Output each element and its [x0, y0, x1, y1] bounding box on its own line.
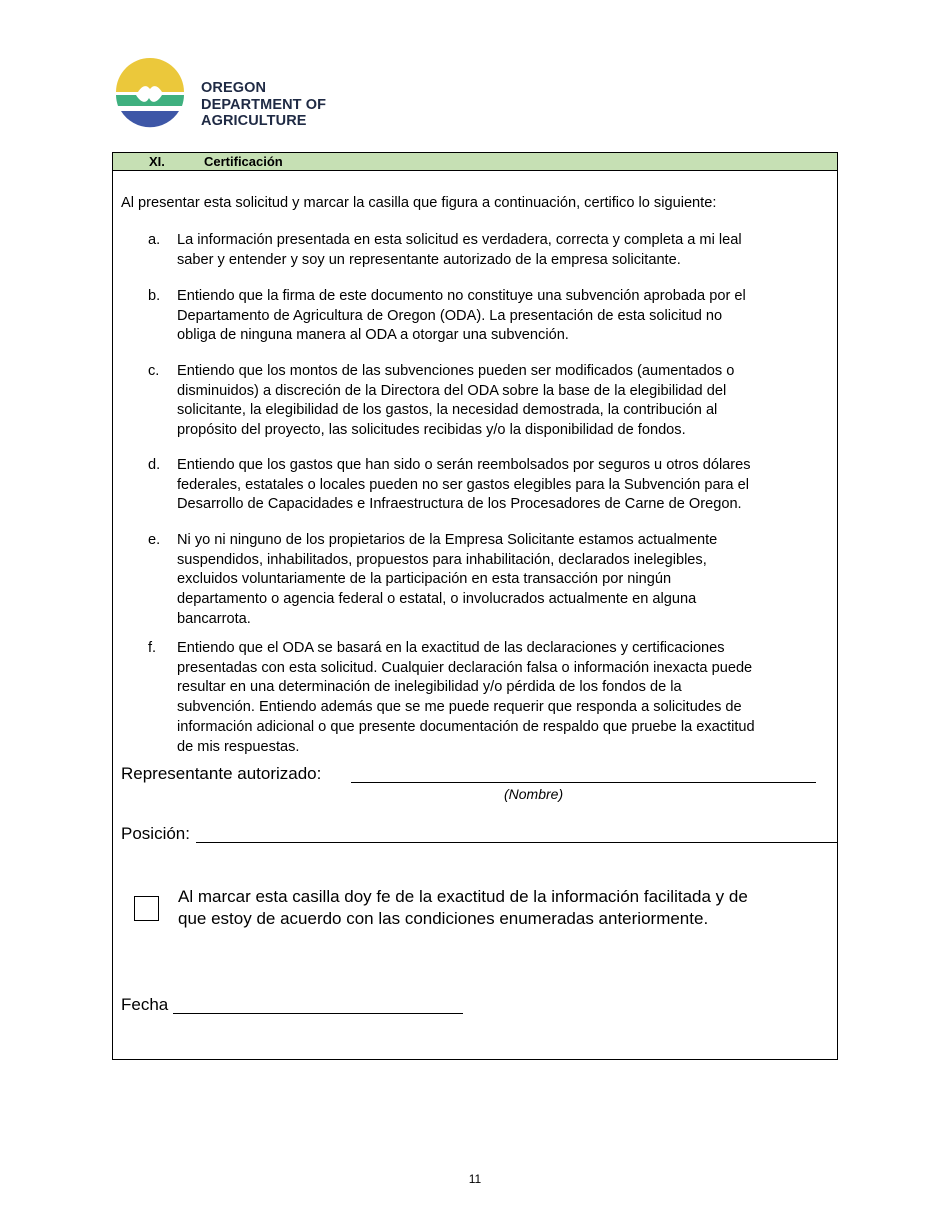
oda-logo	[114, 58, 354, 130]
logo-line-3: AGRICULTURE	[201, 113, 307, 129]
item-line: Entiendo que el ODA se basará en la exactitud de las declaraciones y certificaciones	[177, 640, 725, 656]
item-letter: f.	[148, 640, 157, 656]
item-line: bancarrota.	[177, 610, 251, 627]
item-text	[177, 639, 832, 757]
intro-text: Al presentar esta solicitud y marcar la casilla que figura a continuación, certifico lo siguiente:	[121, 195, 717, 211]
item-line: federales, estatales o locales pueden no ser gastos elegibles para la Subvención para el	[177, 476, 749, 493]
item-text	[177, 231, 832, 270]
item-line: Entiendo que los gastos que han sido o serán reembolsados por seguros u otros dólares	[177, 457, 751, 473]
item-letter: d.	[148, 457, 161, 473]
item-line: disminuidos) a discreción de la Directora del ODA sobre la base de la elegibilidad del	[177, 382, 727, 399]
oda-logo-text	[201, 80, 326, 130]
item-line: Entiendo que los montos de las subvenciones pueden ser modificados (aumentados o	[177, 363, 735, 379]
oda-logo-mark-icon	[114, 58, 186, 130]
item-text	[177, 531, 832, 630]
item-letter: e.	[148, 532, 161, 548]
item-line: de mis respuestas.	[177, 738, 300, 755]
item-text	[177, 456, 832, 515]
certification-line: Al marcar esta casilla doy fe de la exactitud de la información facilitada y de	[178, 887, 748, 906]
item-line: departamento o agencia federal o estatal, o involucrados actualmente en alguna	[177, 591, 697, 608]
representative-label: Representante autorizado:	[121, 764, 322, 783]
item-line: solicitante, la elegibilidad de los gastos, la necesidad demostrada, la contribución al	[177, 402, 718, 419]
item-line: La información presentada en esta solicitud es verdadera, correcta y completa a mi leal	[177, 232, 742, 248]
item-line: Ni yo ni ninguno de los propietarios de la Empresa Solicitante estamos actualmente	[177, 532, 718, 548]
item-line: Departamento de Agricultura de Oregon (ODA). La presentación de esta solicitud no	[177, 307, 723, 324]
item-line: obliga de ninguna manera al ODA a otorgar una subvención.	[177, 327, 569, 344]
item-letter: a.	[148, 232, 161, 248]
section-title: Certificación	[204, 154, 283, 169]
date-field[interactable]	[173, 1013, 463, 1014]
representative-name-field[interactable]	[351, 782, 816, 783]
certification-text	[178, 886, 828, 930]
item-line: saber y entender y soy un representante autorizado de la empresa solicitante.	[177, 251, 681, 268]
item-text	[177, 287, 832, 346]
section-header	[113, 153, 837, 171]
certification-checkbox[interactable]	[134, 896, 159, 921]
logo-line-1: OREGON	[201, 80, 267, 96]
date-label: Fecha	[121, 995, 169, 1014]
item-line: información adicional o que presente documentación de respaldo que pruebe la exactitud	[177, 718, 755, 735]
item-line: Entiendo que la firma de este documento no constituye una subvención aprobada por el	[177, 288, 746, 304]
position-field[interactable]	[196, 842, 838, 843]
certification-line: que estoy de acuerdo con las condiciones enumeradas anteriormente.	[178, 909, 709, 928]
name-caption: (Nombre)	[504, 786, 564, 802]
item-line: resultar en una determinación de inelegibilidad y/o pérdida de los fondos de la	[177, 679, 682, 696]
item-text	[177, 362, 832, 441]
section-number: XI.	[149, 154, 165, 169]
item-line: Desarrollo de Capacidades e Infraestructura de los Procesadores de Carne de Oregon.	[177, 496, 742, 513]
item-line: suspendidos, inhabilitados, propuestos para inhabilitación, declarados inelegibles,	[177, 551, 707, 568]
item-line: presentadas con esta solicitud. Cualquier declaración falsa o información inexacta puede	[177, 659, 753, 676]
item-line: excluidos voluntariamente de la participación en esta transacción por ningún	[177, 571, 672, 588]
page-number: 11	[468, 1172, 482, 1186]
item-line: propósito del proyecto, las solicitudes recibidas y/o la disponibilidad de fondos.	[177, 422, 686, 439]
item-line: subvención. Entiendo además que se me puede requerir que responda a solicitudes de	[177, 699, 742, 716]
position-label: Posición:	[121, 824, 190, 843]
logo-line-2: DEPARTMENT OF	[201, 96, 327, 113]
item-letter: b.	[148, 288, 161, 304]
item-letter: c.	[148, 363, 160, 379]
certification-section	[112, 152, 838, 1060]
